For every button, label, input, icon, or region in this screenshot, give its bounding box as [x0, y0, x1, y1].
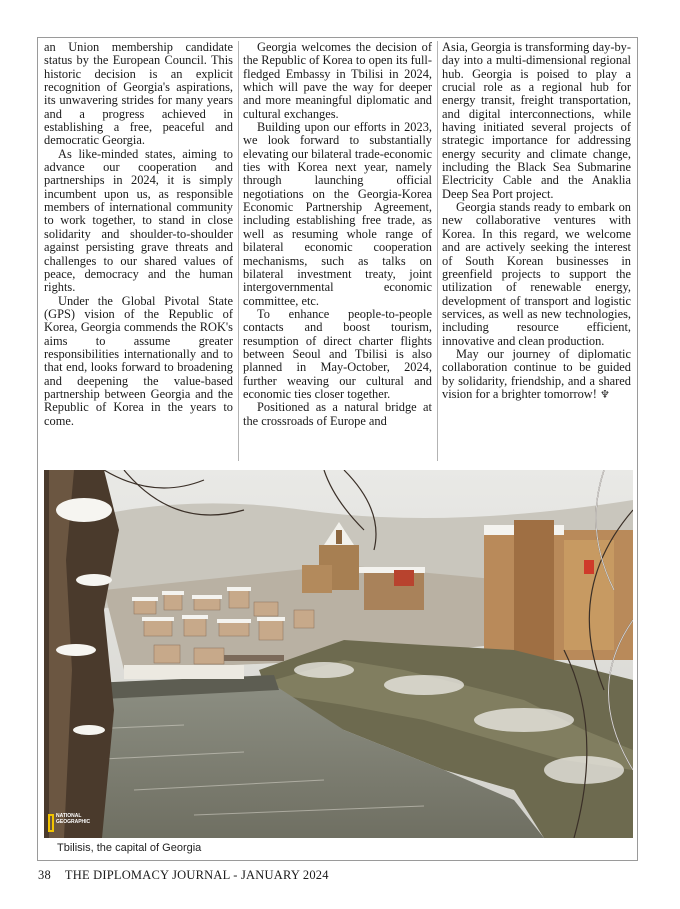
paragraph: [442, 348, 631, 401]
end-of-article-mark-icon: ♆: [599, 387, 610, 401]
text-column-1: [44, 41, 233, 461]
closing-text: May our journey of diplomatic collaboration continue to be guided by solidarity, friendship, and a shared vision for a brighter tomorrow!: [442, 346, 631, 401]
text-column-2: [243, 41, 432, 461]
page-footer: [38, 868, 329, 883]
paragraph: Georgia welcomes the decision of the Republic of Korea to open its full-fledged Embassy in Tbilisi in 2024, which will pave the way for deeper and more meaningful diplomatic and cultural exchanges.: [243, 40, 432, 121]
watermark-text: NATIONAL GEOGRAPHIC: [56, 813, 91, 825]
yellow-rectangle-icon: [48, 814, 54, 832]
national-geographic-watermark: [48, 814, 90, 832]
page-number: 38: [38, 868, 51, 882]
paragraph: As like-minded states, aiming to advance our cooperation and partnerships in 2024, it is simply incumbent upon us, as responsible members of international community to work together, to stand in close solidarity and shoulder-to-shoulder against persisting grave threats and challenges to our shared values of peace, democracy and the human rights.: [44, 146, 233, 295]
photo-illustration: [44, 470, 633, 838]
publication-title: THE DIPLOMACY JOURNAL - JANUARY 2024: [64, 868, 329, 882]
paragraph: Under the Global Pivotal State (GPS) vision of the Republic of Korea, Georgia commends the ROK's aims to assume greater responsibilities internationally and to that end, looks forward to broadening and deepening the value-based partnership between Georgia and the Republic of Korea in the years to come.: [44, 293, 233, 428]
paragraph: Georgia stands ready to embark on new collaborative ventures with Korea. In this regard, we welcome and are actively seeking the interest of South Korean businesses in greenfield projects to support the utilization of renewable energy, development of transport and logistic services, as well as new technologies, including resource efficient, innovative and clean production.: [442, 200, 631, 348]
text-column-3: [442, 41, 631, 461]
paragraph: To enhance people-to-people contacts and boost tourism, resumption of direct charter flights between Seoul and Tbilisi is also planned in May-October, 2024, further weaving our cultural and economic ties closer together.: [243, 306, 432, 401]
article-columns: [44, 41, 632, 461]
paragraph: Building upon our efforts in 2023, we look forward to substantially elevating our bilateral trade-economic ties with Korea next year, namely through launching official negotiations on the Georgia-Korea Economic Partnership Agreement, including establishing free trade, as well as resuming whole range of bilateral economic cooperation mechanisms, such as talks on bilateral investment treaty, joint intergovernmental economic committee, etc.: [243, 120, 432, 308]
paragraph: Positioned as a natural bridge at the crossroads of Europe and: [243, 400, 432, 428]
photo-caption: Tbilisis, the capital of Georgia: [57, 842, 202, 854]
paragraph: an Union membership candidate status by the European Council. This historic decision is an explicit recognition of Georgia's aspirations, its unwavering strides for many years and a progress achieved in establishing a free, peaceful and democratic Georgia.: [44, 40, 233, 148]
tbilisi-winter-photo: [44, 470, 633, 838]
paragraph: Asia, Georgia is transforming day-by-day into a multi-dimensional regional hub. Georgia is poised to play a crucial role as a regional hub for energy transit, freight transportation, and digital interconnections, while having initiated several projects of strategic importance for addressing energy security and climate change, including the Black Sea Submarine Electricity Cable and the Anaklia Deep Sea Port project.: [442, 40, 631, 201]
